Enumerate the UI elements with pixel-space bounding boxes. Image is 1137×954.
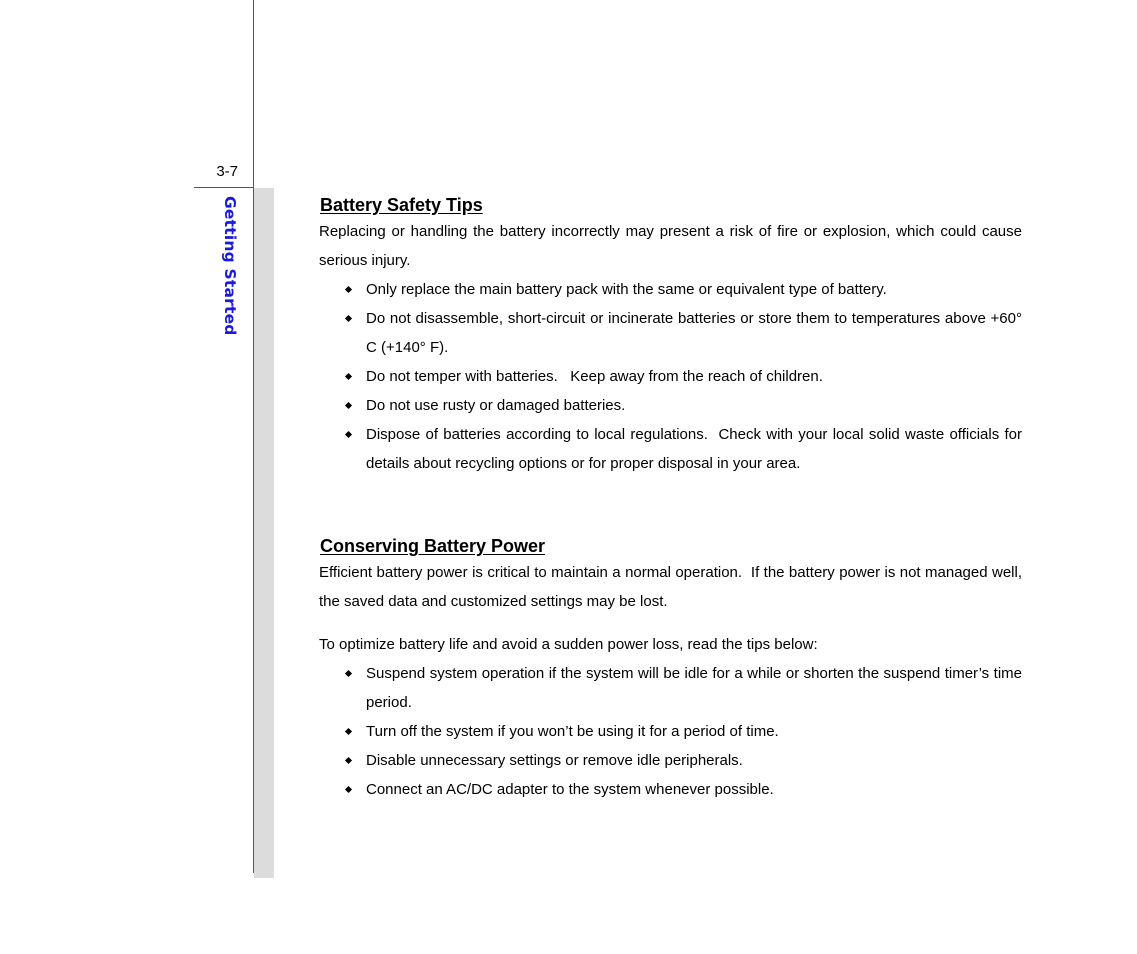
list-item-text: Dispose of batteries according to local regulations. Check with your local solid waste officials for details about recycling options or for proper disposal in your area. [366, 426, 1022, 472]
list-item-text: Turn off the system if you won’t be using it for a period of time. [366, 723, 779, 740]
page-body [319, 193, 1022, 804]
section-heading: Battery Safety Tips [320, 195, 483, 215]
list-item [319, 746, 1022, 775]
list-item [319, 275, 1022, 304]
diamond-bullet-icon [345, 402, 352, 409]
section-heading: Conserving Battery Power [320, 536, 546, 556]
tips-lead-paragraph: To optimize battery life and avoid a sudden power loss, read the tips below: [319, 636, 818, 653]
diamond-bullet-icon [345, 431, 352, 438]
list-item [319, 362, 1022, 391]
list-item-text: Only replace the main battery pack with the same or equivalent type of battery. [366, 281, 887, 298]
intro-paragraph: Efficient battery power is critical to maintain a normal operation. If the battery power is not managed well, the saved data and customized settings may be lost. [319, 564, 1022, 610]
list-item [319, 775, 1022, 804]
intro-paragraph: Replacing or handling the battery incorrectly may present a risk of fire or explosion, which could cause serious injury. [319, 223, 1022, 269]
list-item-text: Suspend system operation if the system will be idle for a while or shorten the suspend timer’s time period. [366, 665, 1022, 711]
diamond-bullet-icon [345, 728, 352, 735]
conserving-power-section [319, 534, 1022, 804]
battery-safety-section [319, 193, 1022, 478]
paragraph-spacer [319, 616, 1022, 630]
list-item [319, 717, 1022, 746]
list-item-text: Disable unnecessary settings or remove idle peripherals. [366, 752, 743, 769]
list-item-text: Connect an AC/DC adapter to the system whenever possible. [366, 781, 774, 798]
diamond-bullet-icon [345, 315, 352, 322]
section-spacer [319, 478, 1022, 534]
page-number: 3-7 [216, 163, 238, 180]
list-item [319, 659, 1022, 717]
safety-tips-list [319, 275, 1022, 478]
list-item-text: Do not temper with batteries. Keep away from the reach of children. [366, 368, 823, 385]
power-tips-list [319, 659, 1022, 804]
diamond-bullet-icon [345, 373, 352, 380]
list-item [319, 304, 1022, 362]
list-item-text: Do not use rusty or damaged batteries. [366, 397, 626, 414]
margin-shade-bar [254, 188, 274, 878]
diamond-bullet-icon [345, 670, 352, 677]
list-item [319, 420, 1022, 478]
page-number-rule [194, 187, 254, 188]
diamond-bullet-icon [345, 757, 352, 764]
diamond-bullet-icon [345, 286, 352, 293]
list-item [319, 391, 1022, 420]
diamond-bullet-icon [345, 786, 352, 793]
chapter-side-label: Getting Started [221, 196, 239, 336]
list-item-text: Do not disassemble, short-circuit or incinerate batteries or store them to temperatures above +60° C (+140° F). [366, 310, 1022, 356]
